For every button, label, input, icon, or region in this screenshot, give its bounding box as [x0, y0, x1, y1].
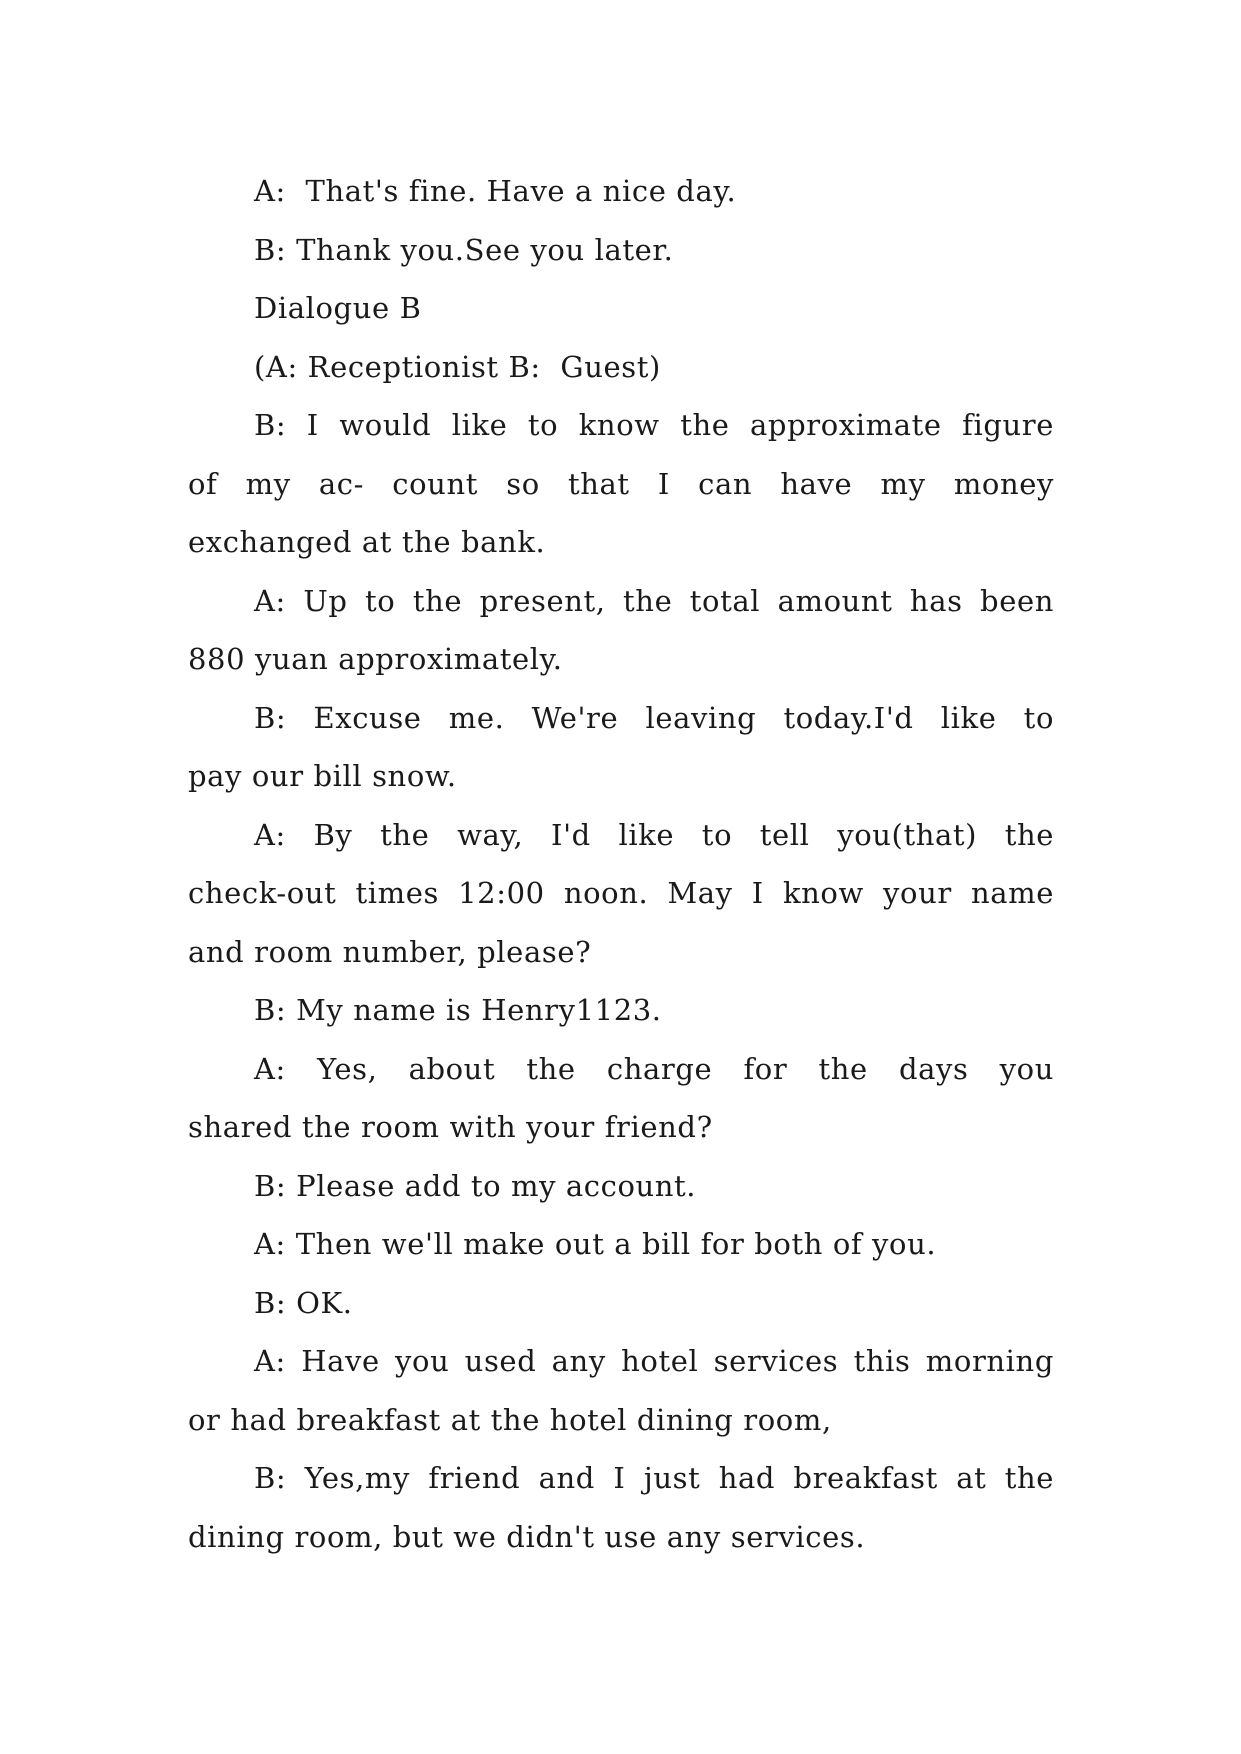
text-line: A: Then we'll make out a bill for both of you.	[254, 1227, 937, 1261]
text-line: A: That's fine. Have a nice day.	[254, 174, 737, 208]
text-line: B: Please add to my account.	[254, 1168, 697, 1203]
text-line: and room number, please?	[188, 934, 592, 969]
text-line: exchanged at the bank.	[188, 525, 546, 559]
text-line: A: Have you used any hotel services this morning	[254, 1344, 1054, 1378]
text-line: or had breakfast at the hotel dining room,	[188, 1402, 832, 1437]
text-line: pay our bill snow.	[188, 759, 457, 793]
text-line: B: I would like to know the approximate figure	[254, 408, 1054, 442]
text-line: B: Excuse me. We're leaving today.I'd like to	[254, 700, 1054, 735]
text-line: shared the room with your friend?	[188, 1110, 713, 1144]
text-line: A: Up to the present, the total amount has been	[254, 583, 1054, 618]
text-line: A: Yes, about the charge for the days you	[254, 1051, 1054, 1086]
text-line: B: My name is Henry1123.	[254, 993, 662, 1027]
text-line: of my ac- count so that I can have my money	[188, 466, 1054, 501]
text-line: Dialogue B	[254, 291, 422, 325]
text-line: (A: Receptionist B: Guest)	[254, 349, 661, 384]
text-line: A: By the way, I'd like to tell you(that) the	[254, 817, 1054, 852]
text-line: dining room, but we didn't use any services.	[188, 1519, 866, 1554]
text-line: check-out times 12:00 noon. May I know your name	[188, 876, 1054, 910]
text-line: B: Yes,my friend and I just had breakfast at the	[254, 1461, 1054, 1495]
text-line: B: Thank you.See you later.	[254, 232, 674, 267]
dialogue-text	[188, 162, 1054, 1566]
text-line: B: OK.	[254, 1285, 353, 1320]
text-line: 880 yuan approximately.	[188, 642, 563, 676]
